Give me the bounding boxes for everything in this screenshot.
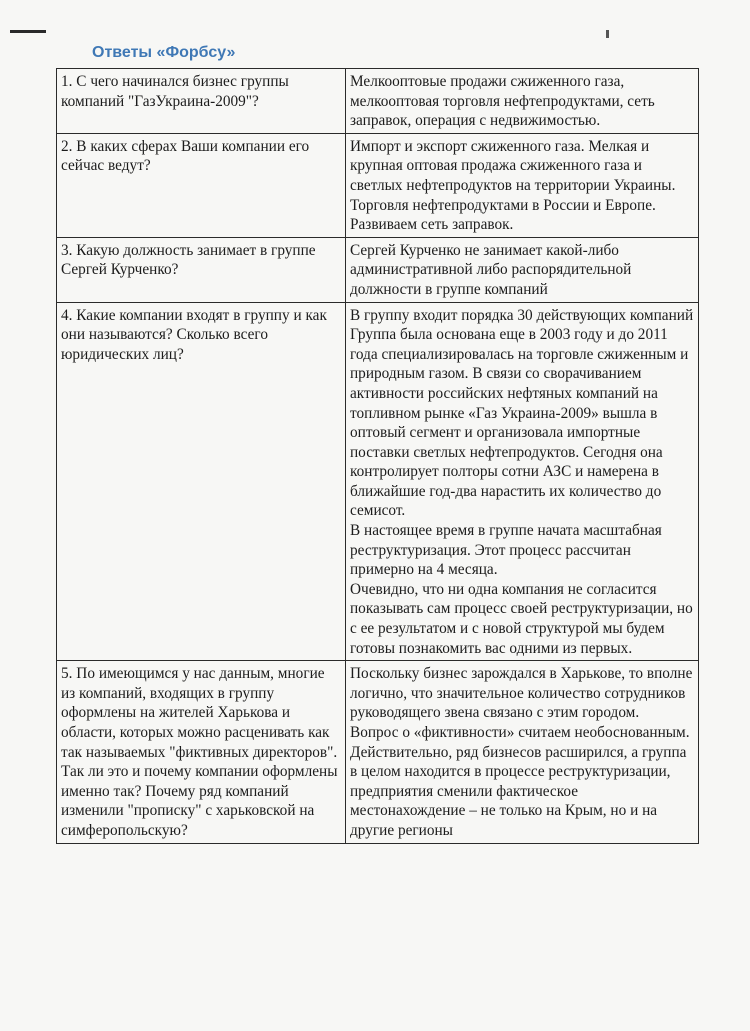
answer-paragraph: Группа была основана еще в 2003 году и до 2011 года специализировалась на торговле сжиженным и природным газом. В связи со сворачиванием активности российских нефтяных компаний на топливном рынке «Газ Украина-2009» вышла в оптовый сегмент и организовала импортные поставки светлых нефтепродуктов. Сегодня она контролирует полторы сотни АЗС и намерена в ближайшие год-два нарастить их количество до семисот. bbox=[350, 326, 689, 520]
table-row bbox=[57, 302, 699, 661]
question-cell: 3. Какую должность занимает в группе Сергей Курченко? bbox=[57, 237, 346, 302]
table-row bbox=[57, 69, 699, 134]
answer-paragraph: Действительно, ряд бизнесов расширился, а группа в целом находится в процессе реструктуризации, предприятия сменили фактическое местонахождение – не только на Крым, но и на другие регионы bbox=[350, 743, 687, 839]
answer-cell bbox=[346, 237, 699, 302]
answer-paragraph: В настоящее время в группе начата масштабная реструктуризация. Этот процесс рассчитан примерно на 4 месяца. bbox=[350, 522, 662, 579]
answer-paragraph: Очевидно, что ни одна компания не согласится показывать сам процесс своей реструктуризации, но с ее результатом и с новой структурой мы будем готовы познакомить вас одними из первых. bbox=[350, 580, 693, 657]
question-cell: 2. В каких сферах Ваши компании его сейчас ведут? bbox=[57, 133, 346, 237]
table-row bbox=[57, 661, 699, 843]
scan-artifact-mark bbox=[10, 30, 46, 33]
scan-artifact-mark bbox=[606, 30, 609, 38]
answer-cell bbox=[346, 302, 699, 661]
answer-cell bbox=[346, 661, 699, 843]
question-cell: 1. С чего начинался бизнес группы компаний "ГазУкраина-2009"? bbox=[57, 69, 346, 134]
answer-paragraph: Вопрос о «фиктивности» считаем необоснованным. bbox=[350, 724, 690, 741]
question-cell: 4. Какие компании входят в группу и как они называются? Сколько всего юридических лиц? bbox=[57, 302, 346, 661]
answer-cell bbox=[346, 133, 699, 237]
answer-paragraph: Поскольку бизнес зарождался в Харькове, то вполне логично, что значительное количество сотрудников руководящего звена связано с этим городом. bbox=[350, 665, 693, 722]
answer-cell bbox=[346, 69, 699, 134]
table-row bbox=[57, 133, 699, 237]
answer-paragraph: В группу входит порядка 30 действующих компаний bbox=[350, 306, 694, 324]
answer-paragraph: Сергей Курченко не занимает какой-либо административной либо распорядительной должности в группе компаний bbox=[350, 241, 632, 298]
page-title: Ответы «Форбсу» bbox=[92, 44, 236, 61]
table-row bbox=[57, 237, 699, 302]
question-cell: 5. По имеющимся у нас данным, многие из компаний, входящих в группу оформлены на жителей Харькова и области, которых можно расценивать как так называемых "фиктивных директоров". Так ли это и почему компании оформлены именно так? Почему ряд компаний изменили "прописку" с харьковской на симферопольскую? bbox=[57, 661, 346, 843]
answer-paragraph: Мелкооптовые продажи сжиженного газа, мелкооптовая торговля нефтепродуктами, сеть заправок, операция с недвижимостью. bbox=[350, 73, 655, 130]
qa-table bbox=[56, 68, 699, 844]
answer-paragraph: Импорт и экспорт сжиженного газа. Мелкая и крупная оптовая продажа сжиженного газа и светлых нефтепродуктов на территории Украины. Торговля нефтепродуктами в России и Европе. Развиваем сеть заправок. bbox=[350, 137, 676, 234]
